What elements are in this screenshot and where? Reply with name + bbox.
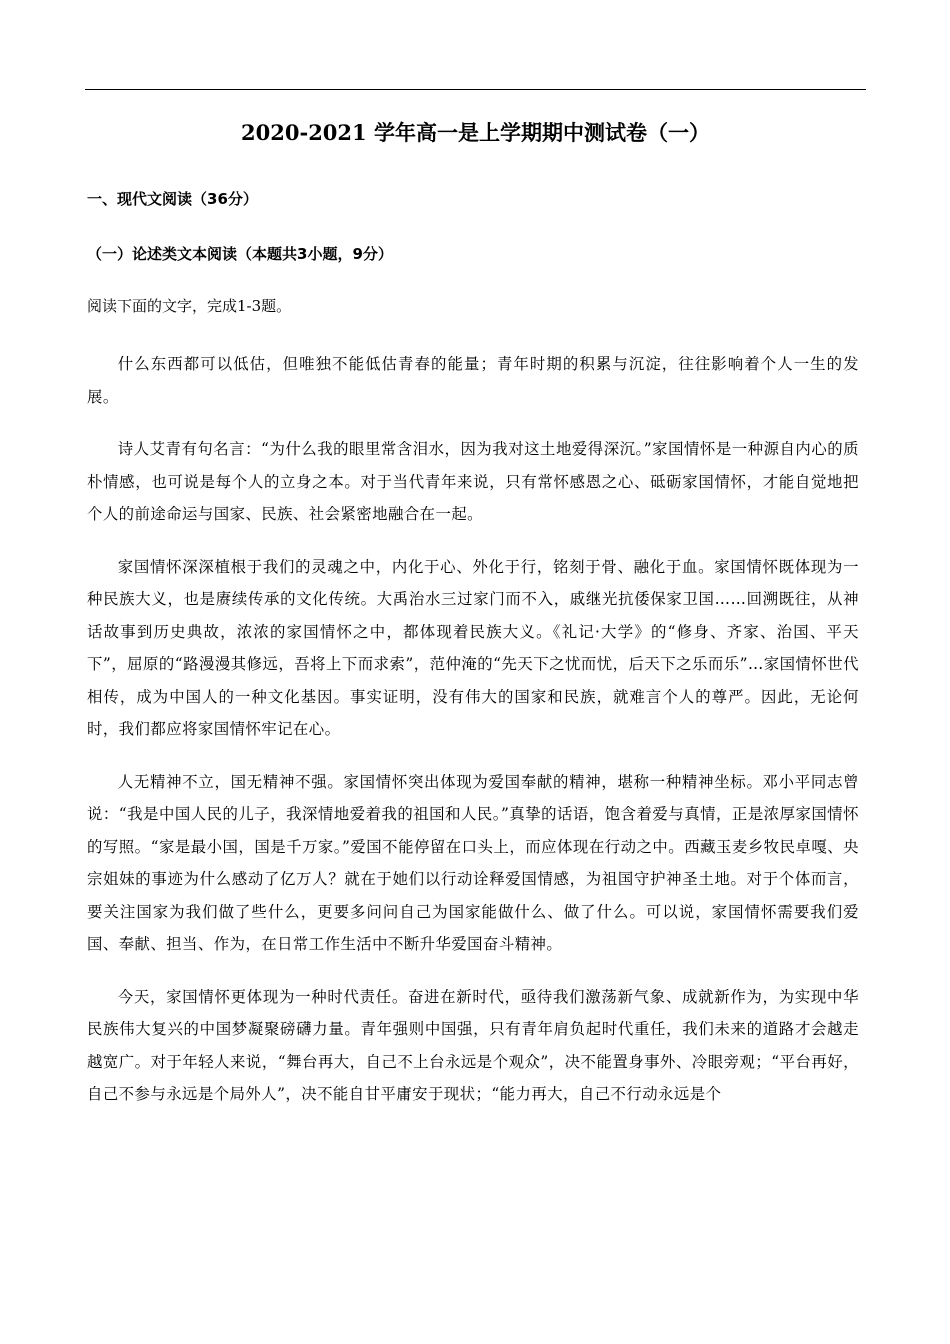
- passage-paragraph-5: 今天，家国情怀更体现为一种时代责任。奋进在新时代，亟待我们激荡新气象、成就新作为，为实现中华民族伟大复兴的中国梦凝聚磅礴力量。青年强则中国强，只有青年肩负起时代重任，我们未来的道路才会越走越宽广。对于年轻人来说，“舞台再大，自己不上台永远是个观众”，决不能置身事外、冷眼旁观；“平台再好，自己不参与永远是个局外人”，决不能自甘平庸安于现状；“能力再大，自己不行动永远是个: [87, 987, 859, 1103]
- passage-paragraph-2: 诗人艾青有句名言：“为什么我的眼里常含泪水，因为我对这土地爱得深沉。”家国情怀是一种源自内心的质朴情感，也可说是每个人的立身之本。对于当代青年来说，只有常怀感恩之心、砥砺家国情怀，才能自觉地把个人的前途命运与国家、民族、社会紧密地融合在一起。: [87, 440, 859, 523]
- passage-paragraph-4: 人无精神不立，国无精神不强。家国情怀突出体现为爱国奉献的精神，堪称一种精神坐标。邓小平同志曾说：“我是中国人民的儿子，我深情地爱着我的祖国和人民。”真挚的话语，饱含着爱与真情，正是浓厚家国情怀的写照。“家是最小国，国是千万家。”爱国不能停留在口头上，而应体现在行动之中。西藏玉麦乡牧民卓嘎、央宗姐妹的事迹为什么感动了亿万人？就在于她们以行动诠释爱国情感，为祖国守护神圣土地。对于个体而言，要关注国家为我们做了些什么，更要多问问自己为国家能做什么、做了什么。可以说，家国情怀需要我们爱国、奉献、担当、作为，在日常工作生活中不断升华爱国奋斗精神。: [87, 772, 859, 953]
- passage-paragraph-3: 家国情怀深深植根于我们的灵魂之中，内化于心、外化于行，铭刻于骨、融化于血。家国情怀既体现为一种民族大义，也是赓续传承的文化传统。大禹治水三过家门而不入，戚继光抗倭保家卫国……回溯既往，从神话故事到历史典故，浓浓的家国情怀之中，都体现着民族大义。《礼记·大学》的“修身、齐家、治国、平天下”，屈原的“路漫漫其修远，吾将上下而求索”，范仲淹的“先天下之忧而忧，后天下之乐而乐”…家国情怀世代相传，成为中国人的一种文化基因。事实证明，没有伟大的国家和民族，就难言个人的尊严。因此，无论何时，我们都应将家国情怀牢记在心。: [87, 557, 859, 738]
- reading-passage: [87, 348, 859, 1131]
- section-heading: 一、现代文阅读（36分）: [87, 190, 258, 208]
- passage-paragraph-1: 什么东西都可以低估，但唯独不能低估青春的能量；青年时期的积累与沉淀，往往影响着个人一生的发展。: [87, 355, 859, 406]
- header-rule: [85, 89, 866, 90]
- subsection-heading: （一）论述类文本阅读（本题共3小题，9分）: [87, 245, 393, 263]
- document-title: 2020-2021 学年高一是上学期期中测试卷（一）: [241, 120, 710, 145]
- reading-instruction: 阅读下面的文字，完成1-3题。: [87, 297, 292, 315]
